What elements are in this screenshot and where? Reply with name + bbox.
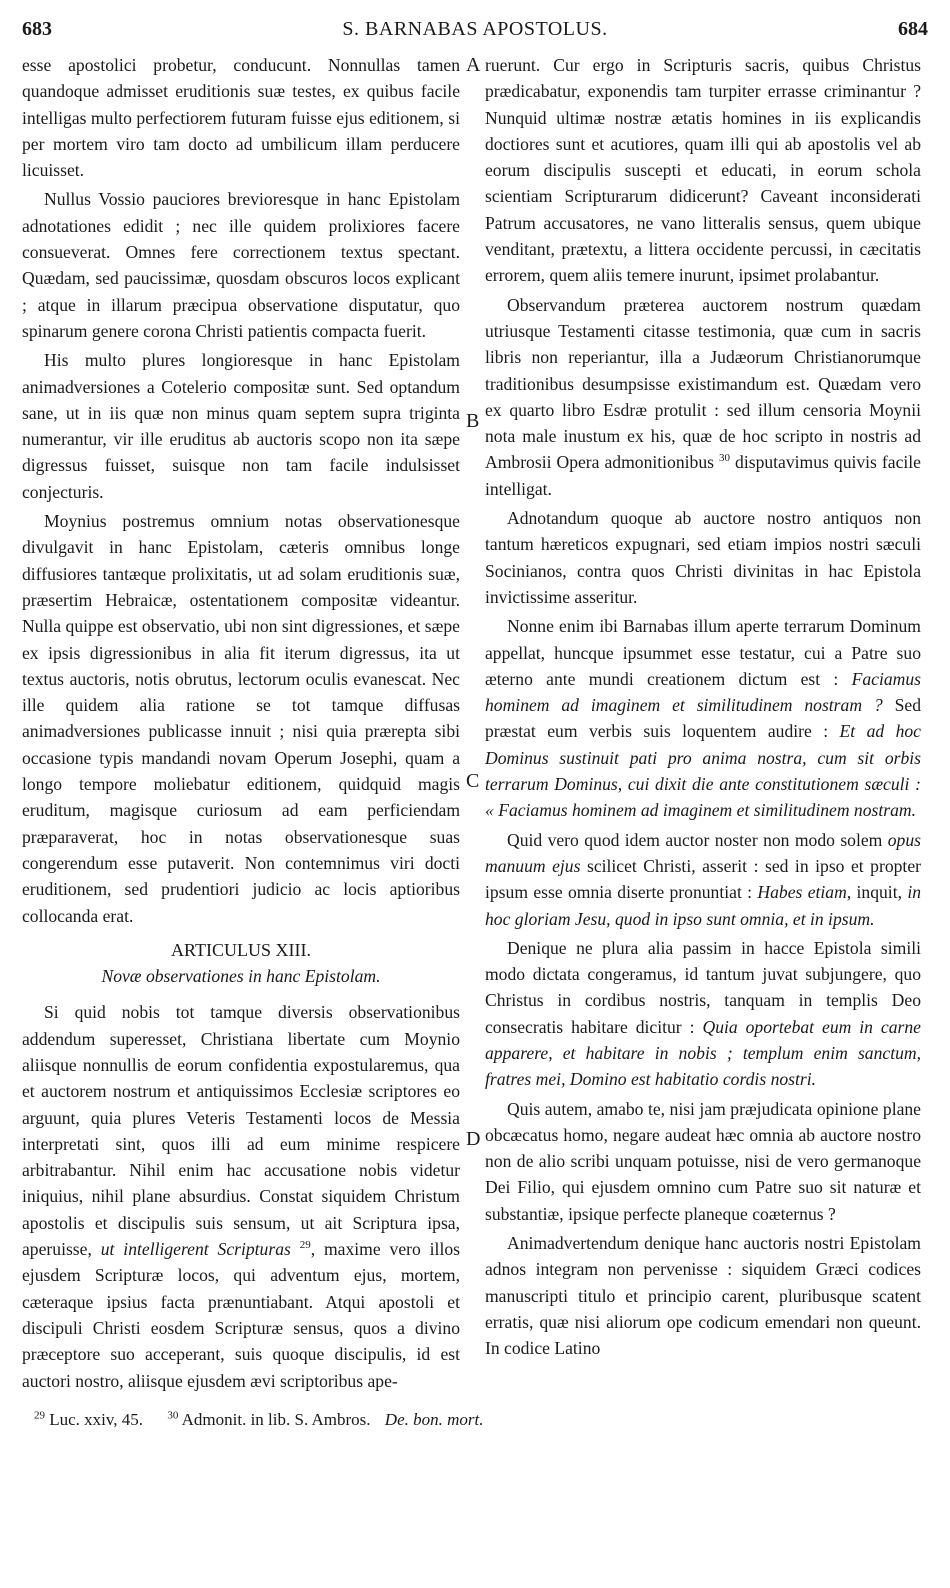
paragraph: Denique ne plura alia passim in hacce Epistola simili modo dictata congeramus, id tantum juvat subjungere, quo Christus in cordibus nostris, tanquam in templis Deo consecratis habitare dicitur : Quia oportebat eum in carne apparere, et habitare in nobis ; templum enim sanctum, fratres mei, Domino est habitatio cordis nostri.	[485, 937, 921, 1090]
running-title: S. BARNABAS APOSTOLUS.	[342, 18, 608, 40]
paragraph: Moynius postremus omnium notas observationesque divulgavit in hanc Epistolam, cæteris omnibus longe diffusiores tantæque prolixitatis, ut ad solam eruditionis suæ, præsertim Hebraicæ, ostentationem compositæ videantur. Nulla quippe est observatio, ubi non sint digressiones, et sæpe ex ipsis digressionibus in alia fit iterum digressus, ita ut textus auctoris, notis obrutus, lectorum oculis evanescat. Nec ille quidem alia ratione se tot tamque diffusas animadversiones publicasse innuit ; nisi quia prærepta sibi occasione typis mandandi novam Operum Josephi, quam a longo tempore moliebatur editionem, quidquid magis eruditum, magisque curiosum ad eam perficiendam præparaverat, hoc in notas observationesque suas congerendum esse putaverit. Non contemnimus viri docti eruditionem, sed prudentiori judicio ac locis aptioribus collocanda erat.	[22, 511, 460, 926]
paragraph: ruerunt. Cur ergo in Scripturis sacris, quibus Christus prædicabatur, exponendis tam turpiter errasse criminantur ? Nunquid ultimæ nostræ ætatis homines in iis explicandis doctiores sunt et acutiores, quam illi qui ab apostolis vel ab eorum discipulis suscepti et educati, in eorum schola scientiam Scripturarum didicerunt? Caveant inconsiderati Patrum accusatores, ne vano litteralis sensus, quem ubique venditant, prætextu, a littera occidente percussi, in cæcitatis errorem, quem aliis temere inurunt, ipsimet prolabantur.	[485, 55, 921, 286]
article-subtitle: Novæ observationes in hanc Epistolam.	[101, 966, 381, 987]
page-number-right: 684	[898, 18, 928, 40]
paragraph: Nonne enim ibi Barnabas illum aperte terrarum Dominum appellat, huncque ipsummet esse testatur, cui a Patre suo æterno ante mundi creationem dictum est : Faciamus hominem ad imaginem et similitudinem nostram ? Sed præstat eum verbis suis loquentem audire : Et ad hoc Dominus sustinuit pati pro anima nostra, cum sit orbis terrarum Dominus, cui dixit die ante constitutionem sæculi : « Faciamus hominem ad imaginem et similitudinem nostram.	[485, 616, 921, 821]
left-column	[22, 52, 460, 1397]
running-header	[22, 14, 928, 44]
paragraph: His multo plures longioresque in hanc Epistolam animadversiones a Cotelerio compositæ sunt. Sed optandum sane, ut in iis quæ non minus quam septem supra triginta numerantur, vir ille eruditus ab auctoris scopo non ita sæpe digressus fuisset, suisque non tam facile indulsisset conjecturis.	[22, 350, 460, 502]
column-marker-a: A	[466, 54, 481, 76]
paragraph: esse apostolici probetur, conducunt. Nonnullas tamen quandoque admisset eruditionis suæ testes, ex quibus facile intelligas multo perfectiorem futuram fuisse ejus editionem, si per mortem viro tam docto ad umbilicum illam perducere licuisset.	[22, 55, 460, 181]
paragraph: Quid vero quod idem auctor noster non modo solem opus manuum ejus scilicet Christi, asserit : sed in ipso et propter ipsum esse omnia diserte pronuntiat : Habes etiam, inquit, in hoc gloriam Jesu, quod in ipso sunt omnia, et in ipsum.	[485, 829, 922, 929]
article-heading: ARTICULUS XIII.	[171, 939, 311, 960]
column-marker-d: D	[466, 1128, 481, 1150]
paragraph: Si quid nobis tot tamque diversis observationibus addendum superesset, Christiana libertate cum Moynio aliisque nonnullis de eorum confidentia expostularemus, qua et auctorem nostrum et antiquissimos Ecclesiæ scriptores eo arguunt, quia plures Veteris Testamenti locos de Messia interpretati sint, quos illi ad eum minime respicere arbitrabantur. Nihil enim hac accusatione nobis videtur iniquius, nihil plane absurdius. Constat siquidem Christum apostolis et discipulis suis sensum, ut ait Scriptura ipsa, aperuisse, ut intelligerent Scripturas $^{29}$, maxime vero illos ejusdem Scripturæ locos, qui adventum ejus, mortem, cæteraque ipsius facta prænuntiabant. Atqui apostoli et discipuli Christi eosdem Scripturæ sensus, quos a divino præceptore suo acceperant, suis quoque discipulis, id est auctori nostro, aliisque ejusdem ævi scriptoribus ape-	[22, 1002, 460, 1391]
footnote-ref: 30	[719, 452, 730, 465]
footnote-30: $^{30}$ Admonit. in lib. S. Ambros. De. bon. mort.	[167, 1409, 484, 1429]
footnotes	[34, 1410, 494, 1430]
page-number-left: 683	[22, 18, 52, 40]
paragraph: Observandum præterea auctorem nostrum quædam utriusque Testamenti citasse testimonia, quæ cum in sacris libris non reperiantur, illa a Judæorum Christianorumque traditionibus desumpsisse existimandum est. Quædam vero ex quarto libro Esdræ protulit : sed illum censoria Moynii nota male inustum ex his, quæ de hoc scripto in nostris ad Ambrosii Opera admonitionibus $^{30}$ disputavimus quivis facile intelligat.	[485, 294, 921, 499]
paragraph: Adnotandum quoque ab auctore nostro antiquos non tantum hæreticos expugnari, sed etiam impios nostri sæculi Socinianos, contra quos Christi divinitas in hac Epistola invictissime asseritur.	[485, 508, 921, 607]
paragraph: Nullus Vossio pauciores brevioresque in hanc Epistolam adnotationes edidit ; nec ille quidem prolixiores facere consueverat. Omnes fere correctionem textus spectant. Quædam, sed paucissimæ, quosdam obscuros locos explicant ; atque in illarum præcipua observatione disputatur, quo spinarum genere corona Christi patientis compacta fuerit.	[22, 189, 460, 341]
paragraph: Quis autem, amabo te, nisi jam præjudicata opinione plane obcæcatus homo, negare audeat hæc omnia ab auctore nostro non de alio scribi unquam potuisse, nisi de vero germanoque Dei Filio, qui ejusdem omnino cum Patre suo sit naturæ et substantiæ, ipsique perfecte planeque coæternus ?	[485, 1098, 921, 1224]
footnote-ref: 29	[299, 1239, 311, 1252]
footnote-29: $^{29}$ Luc. xxiv, 45.	[34, 1409, 144, 1429]
paragraph: Animadvertendum denique hanc auctoris nostri Epistolam adnos integram non pervenisse : siquidem Græci codices manuscripti titulo et principio carent, pluribusque scatent erratis, quæ nisi aliorum ope codicum emendari non queunt. In codice Latino	[485, 1233, 921, 1359]
column-marker-c: C	[466, 770, 480, 792]
right-column	[485, 52, 921, 1365]
column-marker-b: B	[466, 410, 480, 432]
